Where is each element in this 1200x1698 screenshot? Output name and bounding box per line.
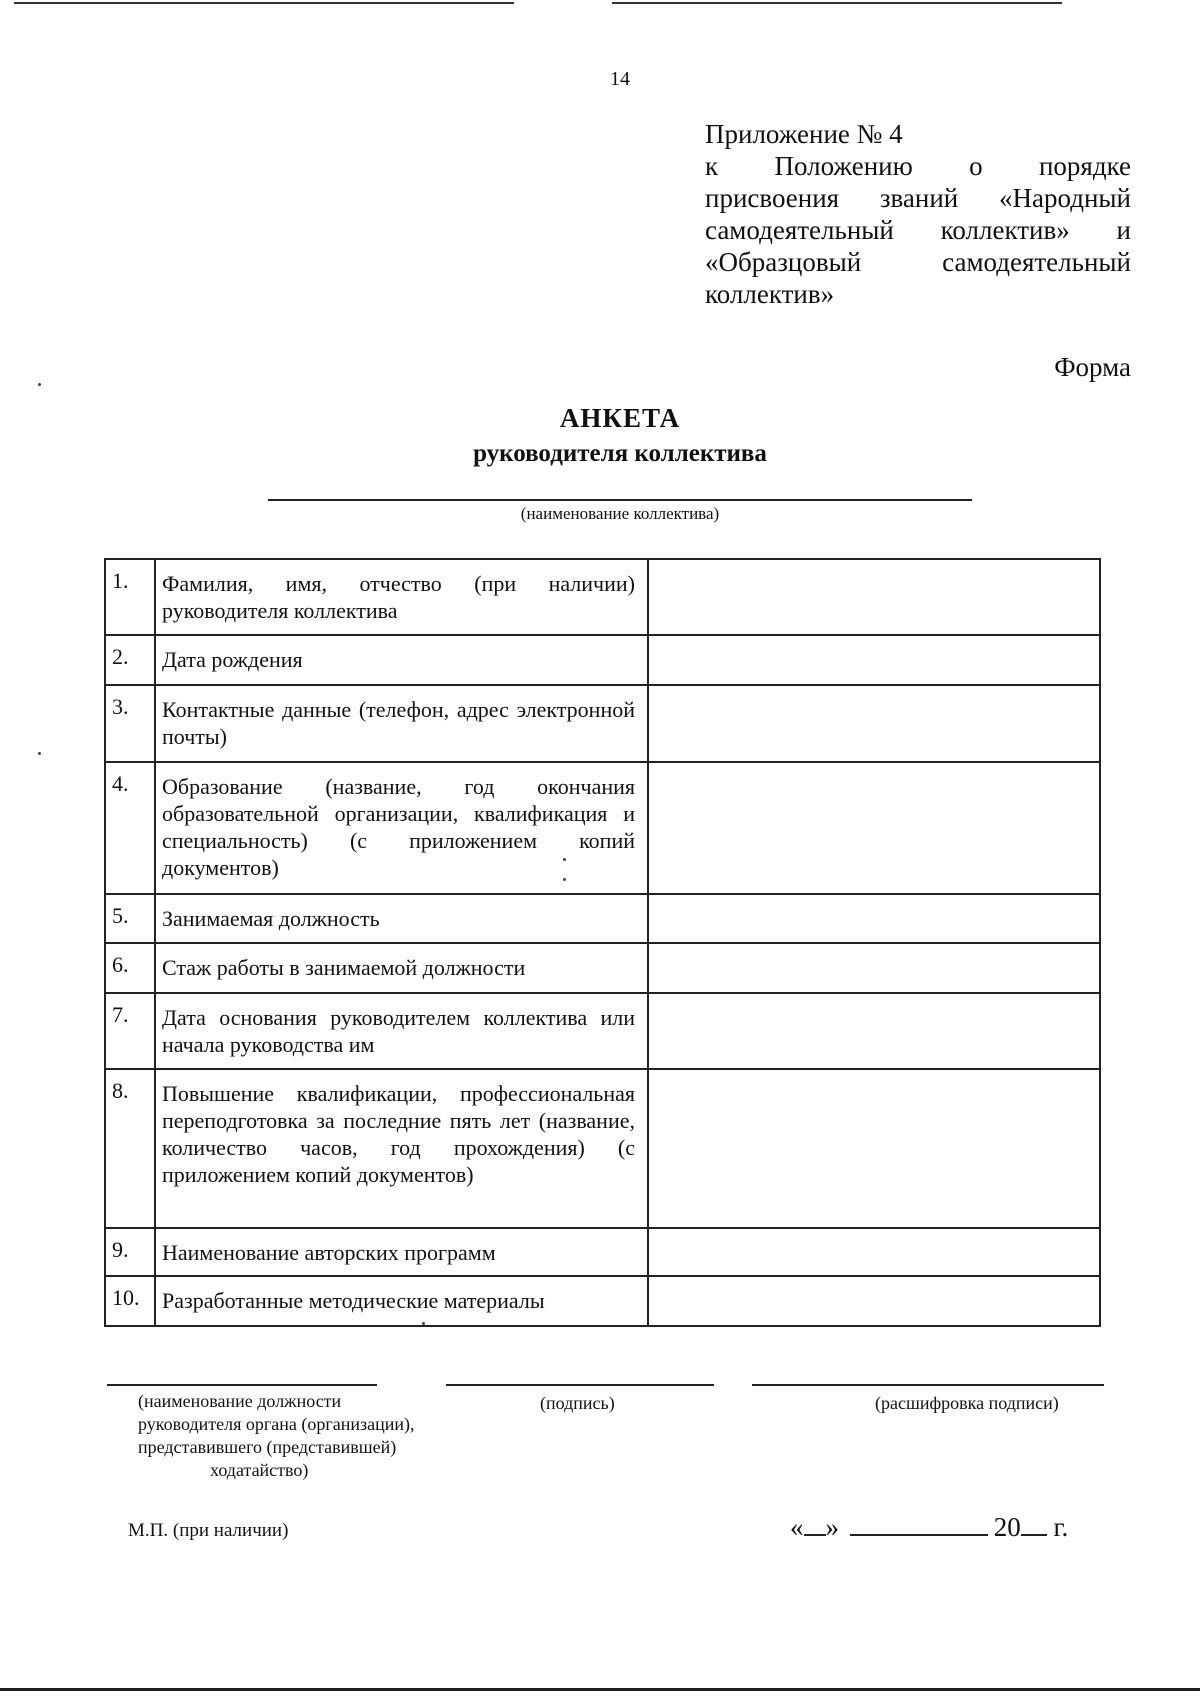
annex-line: присвоения званий «Народный	[705, 183, 1131, 213]
row-label	[155, 993, 648, 1069]
table-row	[105, 1228, 1100, 1276]
row-value-cell[interactable]	[648, 943, 1100, 993]
position-caption-line: (наименование должности	[138, 1391, 342, 1411]
row-number: 9.	[105, 1228, 155, 1276]
row-value-cell[interactable]	[648, 1069, 1100, 1228]
row-value-cell[interactable]	[648, 894, 1100, 943]
row-label-text: Разработанные методические материалы	[162, 1288, 545, 1313]
scan-bottom-edge	[0, 1688, 1200, 1691]
annex-line: Приложение № 4	[705, 119, 903, 149]
row-number: 3.	[105, 685, 155, 762]
row-label	[155, 943, 648, 993]
date-close-quote: »	[825, 1512, 839, 1542]
row-value-cell[interactable]	[648, 1228, 1100, 1276]
scan-top-edge-left	[14, 2, 514, 4]
collective-name-caption: (наименование коллектива)	[520, 504, 720, 523]
date-open-quote: «	[790, 1512, 804, 1542]
row-value-cell[interactable]	[648, 685, 1100, 762]
month-blank[interactable]	[850, 1512, 988, 1536]
row-number: 1.	[105, 559, 155, 635]
year-suffix: г.	[1053, 1512, 1069, 1542]
row-label-text: Стаж работы в занимаемой должности	[162, 955, 526, 980]
row-value-cell[interactable]	[648, 1276, 1100, 1326]
scan-speck	[38, 383, 41, 386]
stamp-label: М.П. (при наличии)	[128, 1520, 289, 1541]
document-subtitle: руководителя коллектива	[473, 440, 767, 467]
row-label	[155, 1276, 648, 1326]
row-value-cell[interactable]	[648, 762, 1100, 894]
row-label-text: Повышение квалификации, профессиональная переподготовка за последние пять лет (название, количество часов, год прохождения) (с приложением копий документов)	[162, 1081, 635, 1187]
annex-line: «Образцовый самодеятельный	[705, 247, 1131, 277]
row-label-text: Занимаемая должность	[162, 906, 380, 931]
row-label	[155, 1069, 648, 1228]
row-label	[155, 894, 648, 943]
position-signature-line[interactable]	[107, 1384, 377, 1386]
row-number: 8.	[105, 1069, 155, 1228]
table-row	[105, 894, 1100, 943]
row-label	[155, 1228, 648, 1276]
decoding-caption: (расшифровка подписи)	[875, 1393, 1059, 1413]
position-caption-line: представившего (представившей)	[138, 1437, 397, 1457]
table-row	[105, 635, 1100, 685]
row-label-text: Фамилия, имя, отчество (при наличии) руководителя коллектива	[162, 571, 635, 623]
table-row	[105, 559, 1100, 635]
scan-speck	[422, 1322, 425, 1325]
page-number: 14	[610, 68, 630, 90]
row-number: 2.	[105, 635, 155, 685]
row-value-cell[interactable]	[648, 635, 1100, 685]
annex-line: коллектив»	[705, 279, 835, 309]
row-label	[155, 685, 648, 762]
collective-name-line[interactable]	[268, 499, 972, 501]
scan-top-edge-right	[612, 2, 1062, 4]
year-blank[interactable]	[1021, 1512, 1047, 1536]
questionnaire-table	[104, 558, 1101, 1327]
annex-line: к Положению о порядке	[705, 151, 1131, 181]
scan-speck	[563, 858, 566, 861]
table-row	[105, 1069, 1100, 1228]
year-prefix: 20	[993, 1512, 1021, 1542]
row-value-cell[interactable]	[648, 993, 1100, 1069]
row-number: 6.	[105, 943, 155, 993]
table-row	[105, 685, 1100, 762]
signature-line[interactable]	[446, 1384, 714, 1386]
row-label	[155, 762, 648, 894]
form-label: Форма	[1054, 352, 1131, 382]
position-caption-line: руководителя органа (организации),	[138, 1414, 415, 1434]
row-label-text: Дата основания руководителем коллектива или начала руководства им	[162, 1005, 635, 1057]
row-number: 4.	[105, 762, 155, 894]
row-number: 7.	[105, 993, 155, 1069]
scan-speck	[563, 878, 566, 881]
row-number: 5.	[105, 894, 155, 943]
position-caption-line: ходатайство)	[210, 1460, 309, 1480]
table-row	[105, 762, 1100, 894]
row-label-text: Образование (название, год окончания образовательной организации, квалификация и специальность) (с приложением копий документов)	[162, 774, 635, 880]
signature-caption: (подпись)	[540, 1393, 615, 1413]
date-field[interactable]	[790, 1512, 1068, 1543]
row-label	[155, 559, 648, 635]
table-row	[105, 1276, 1100, 1326]
row-number: 10.	[105, 1276, 155, 1326]
scan-speck	[38, 752, 41, 755]
row-label-text: Наименование авторских программ	[162, 1240, 496, 1265]
row-label-text: Дата рождения	[162, 647, 303, 672]
annex-line: самодеятельный коллектив» и	[705, 215, 1131, 245]
row-label-text: Контактные данные (телефон, адрес электронной почты)	[162, 697, 635, 749]
document-title: АНКЕТА	[559, 403, 681, 433]
table-row	[105, 993, 1100, 1069]
table-row	[105, 943, 1100, 993]
annex-block	[705, 118, 1131, 310]
decoding-signature-line[interactable]	[752, 1384, 1104, 1386]
row-label	[155, 635, 648, 685]
position-caption	[138, 1390, 468, 1482]
row-value-cell[interactable]	[648, 559, 1100, 635]
day-blank[interactable]	[804, 1512, 826, 1536]
